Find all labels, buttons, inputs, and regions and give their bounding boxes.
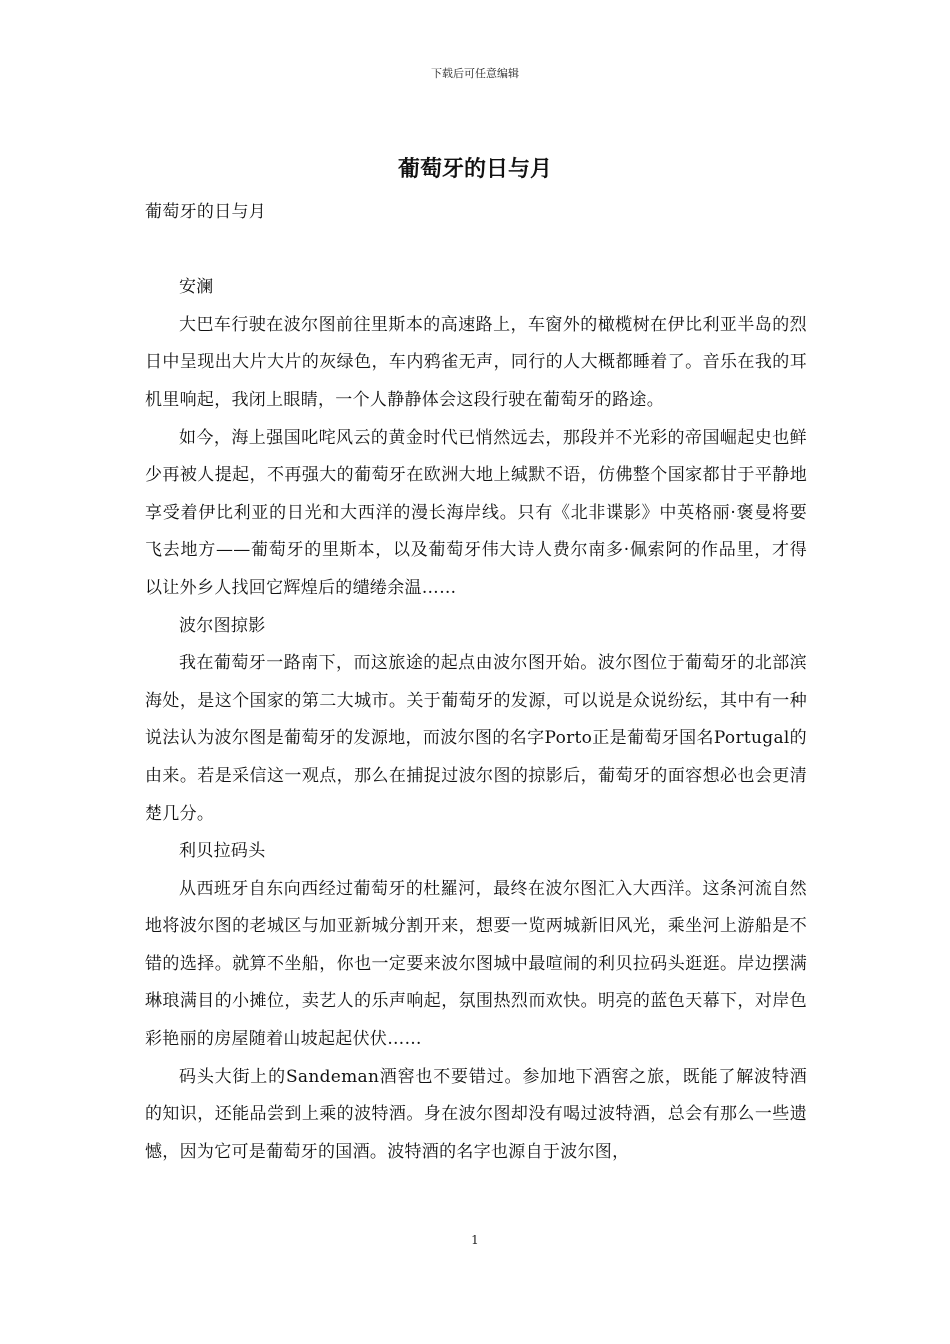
body-paragraph: 我在葡萄牙一路南下，而这旅途的起点由波尔图开始。波尔图位于葡萄牙的北部滨海处，是这个国家的第二大城市。关于葡萄牙的发源，可以说是众说纷纭，其中有一种说法认为波尔图是葡萄牙的发源地，而波尔图的名字Porto正是葡萄牙国名Portugal的由来。若是采信这一观点，那么在捕捉过波尔图的掠影后，葡萄牙的面容想必也会更清楚几分。 (145, 653, 807, 824)
section-heading-porto: 波尔图掠影 (179, 615, 266, 636)
document-subtitle: 葡萄牙的日与月 (145, 202, 267, 222)
section-heading-ribeira: 利贝拉码头 (179, 841, 266, 862)
author-name: 安澜 (179, 277, 214, 298)
blank-line (145, 232, 807, 270)
page-header-note: 下载后可任意编辑 (431, 67, 519, 80)
page-number: 1 (471, 1233, 479, 1247)
body-paragraph: 如今，海上强国叱咤风云的黄金时代已悄然远去，那段并不光彩的帝国崛起史也鲜少再被人提起，不再强大的葡萄牙在欧洲大地上缄默不语，仿佛整个国家都甘于平静地享受着伊比利亚的日光和大西洋的漫长海岸线。只有《北非谍影》中英格丽·褒曼将要飞去地方——葡萄牙的里斯本，以及葡萄牙伟大诗人费尔南多·佩索阿的作品里，才得以让外乡人找回它辉煌后的缱绻余温…… (145, 427, 807, 598)
document-body (145, 194, 807, 1171)
body-paragraph: 从西班牙自东向西经过葡萄牙的杜羅河，最终在波尔图汇入大西洋。这条河流自然地将波尔图的老城区与加亚新城分割开来，想要一览两城新旧风光，乘坐河上游船是不错的选择。就算不坐船，你也一定要来波尔图城中最喧闹的利贝拉码头逛逛。岸边摆满琳琅满目的小摊位，卖艺人的乐声响起，氛围热烈而欢快。明亮的蓝色天幕下，对岸色彩艳丽的房屋随着山坡起起伏伏…… (145, 878, 807, 1050)
document-title: 葡萄牙的日与月 (397, 157, 552, 182)
body-paragraph: 大巴车行驶在波尔图前往里斯本的高速路上，车窗外的橄榄树在伊比利亚半岛的烈日中呈现出大片大片的灰绿色，车内鸦雀无声，同行的人大概都睡着了。音乐在我的耳机里响起，我闭上眼睛，一个人静静体会这段行驶在葡萄牙的路途。 (145, 314, 807, 410)
body-paragraph: 码头大街上的Sandeman酒窖也不要错过。参加地下酒窖之旅，既能了解波特酒的知识，还能品尝到上乘的波特酒。身在波尔图却没有喝过波特酒，总会有那么一些遗憾，因为它可是葡萄牙的国酒。波特酒的名字也源自于波尔图， (145, 1066, 807, 1162)
